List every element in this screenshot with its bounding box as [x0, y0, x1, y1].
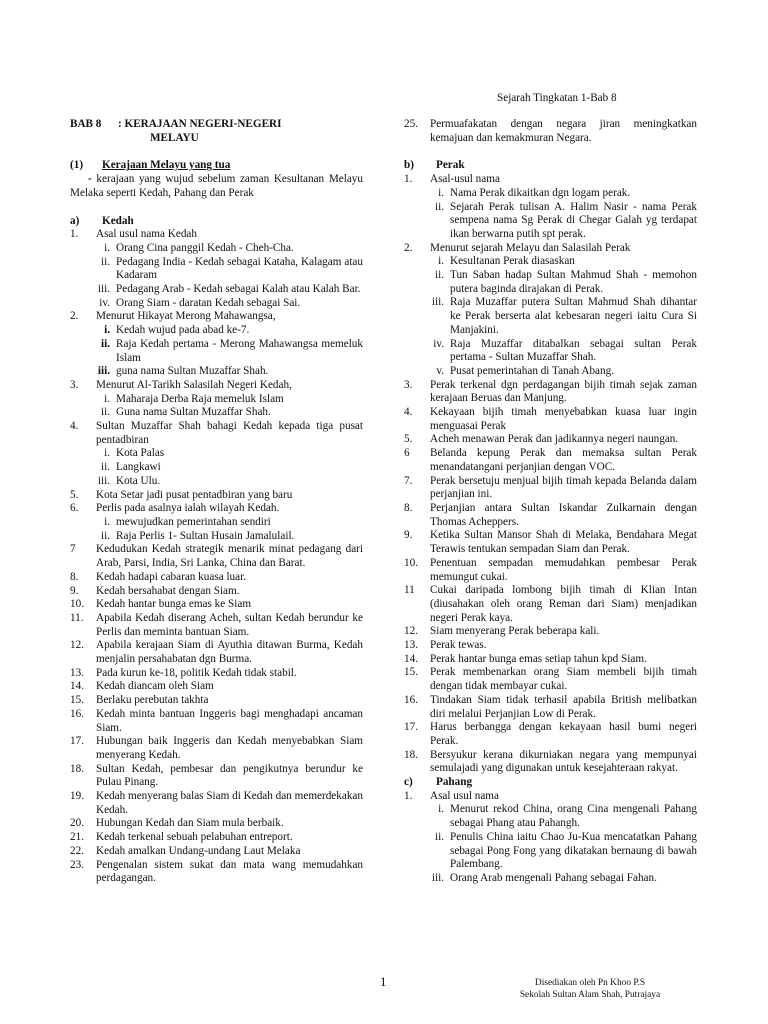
item-number: 9.: [404, 529, 413, 542]
sub-item-number: ii.: [100, 461, 110, 474]
item-text: Perak tewas.: [430, 639, 487, 652]
list-item: [70, 639, 363, 666]
list-item: [404, 447, 697, 474]
item-number: 8.: [70, 570, 79, 583]
item-text: Menurut Al-Tarikh Salasilah Negeri Kedah,: [96, 378, 292, 391]
item-text: Penentuan sempadan memudahkan pembesar Perak memungut cukai.: [430, 556, 697, 583]
item-number: 14.: [404, 652, 418, 665]
section-label: c): [404, 776, 413, 789]
item-number: 14.: [70, 680, 84, 693]
item-text: Sultan Kedah, pembesar dan pengikutnya berundur ke Pulau Pinang.: [96, 762, 363, 789]
section-heading: Pahang: [436, 776, 473, 789]
sub-item: [70, 475, 363, 489]
chapter-name-line1: : KERAJAAN NEGERI-NEGERI: [118, 118, 282, 130]
kedah-list: [70, 228, 363, 886]
item-number: 13.: [404, 639, 418, 652]
list-item: [404, 749, 697, 776]
item-number: 6: [404, 447, 410, 460]
item-text: Perak hantar bunga emas setiap tahun kpd Siam.: [430, 652, 647, 665]
list-item: [404, 557, 697, 584]
list-item: [404, 666, 697, 693]
sub-item-text: Sejarah Perak tulisan A. Halim Nasir - nama Perak sempena nama Sg Perak di Chegar Galah yg terdapat ikan berwarna putih spt perak.: [450, 200, 697, 240]
list-item: [404, 475, 697, 502]
item-text: Siam menyerang Perak beberapa kali.: [430, 625, 600, 638]
sub-item: [404, 803, 697, 830]
list-item: [404, 625, 697, 639]
item-text: Kedah menyerang balas Siam di Kedah dan memerdekakan Kedah.: [96, 790, 363, 816]
sub-item-text: guna nama Sultan Muzaffar Shah.: [116, 365, 269, 378]
chapter-name-line2: MELAYU: [150, 131, 199, 144]
page-number: 1: [380, 974, 387, 989]
item-number: 4.: [70, 420, 79, 433]
sub-item: [70, 338, 363, 365]
sub-item-text: Orang Cina panggil Kedah - Cheh-Cha.: [116, 241, 294, 254]
perak-list: [404, 173, 697, 776]
sub-item: [404, 255, 697, 269]
sub-item-number: ii.: [434, 830, 444, 843]
list-item: [70, 612, 363, 639]
item-text: Bersyukur kerana dikurniakan negara yang mempunyai semulajadi yang digunakan untuk kesejahteraan rakyat.: [430, 748, 697, 775]
sub-item-text: Menurut rekod China, orang Cina mengenali Pahang sebagai Phang atau Pahangh.: [450, 803, 697, 830]
item-text: Menurut sejarah Melayu dan Salasilah Perak: [430, 241, 631, 254]
sub-item-number: iii.: [431, 871, 444, 884]
list-item: [404, 379, 697, 406]
sub-item-number: ii.: [434, 200, 444, 213]
sub-item: [70, 461, 363, 475]
item-text: Tindakan Siam tidak terhasil apabila British melibatkan diri melalui Perjanjian Low di Perak.: [430, 693, 697, 720]
sub-item-text: Kota Palas: [116, 447, 165, 460]
sub-item-number: iii.: [97, 283, 110, 296]
section-pahang: [404, 776, 697, 886]
item-number: 11.: [70, 611, 84, 624]
list-item: [404, 502, 697, 529]
item-text: Ketika Sultan Mansor Shah di Melaka, Bendahara Megat Terawis tentukan sempadan Siam dan Perak.: [430, 529, 697, 556]
sub-item-number: iv.: [433, 337, 444, 350]
item-text: Kedah diancam oleh Siam: [96, 680, 214, 693]
sub-item: [70, 365, 363, 379]
item-number: 2.: [404, 241, 413, 254]
list-item: [70, 694, 363, 708]
item-text: Pengenalan sistem sukat dan mata wang memudahkan perdagangan.: [96, 858, 363, 885]
sub-item-number: i.: [438, 803, 444, 816]
list-item: [404, 694, 697, 721]
item-text: Belanda kepung Perak dan memaksa sultan Perak menandatangani perjanjian dengan VOC.: [430, 447, 697, 473]
item-text: Kedah bersahabat dengan Siam.: [96, 584, 240, 597]
list-item: [404, 242, 697, 256]
list-item: [70, 763, 363, 790]
list-item: [70, 598, 363, 612]
footer-credit-school: Sekolah Sultan Alam Shah, Putrajaya: [519, 990, 661, 1000]
item-number: 4.: [404, 406, 413, 419]
item-text: Acheh menawan Perak dan jadikannya negeri naungan.: [430, 433, 679, 446]
item-number: 15.: [70, 694, 84, 707]
item-text: Perak terkenal dgn perdagangan bijih timah sejak zaman kerajaan Beruas dan Manjung.: [430, 378, 697, 405]
section-perak: [404, 159, 697, 776]
sub-item: [70, 242, 363, 256]
sub-item: [404, 269, 697, 296]
sub-item-text: Guna nama Sultan Muzaffar Shah.: [116, 406, 271, 419]
sub-item-number: ii.: [100, 529, 110, 542]
item-number: 1.: [404, 789, 413, 802]
list-item: [404, 406, 697, 433]
item-text: Asal usul nama Kedah: [96, 228, 197, 241]
sub-item: [404, 831, 697, 872]
left-column: [70, 118, 363, 886]
list-item: [70, 790, 363, 817]
item-number: 22.: [70, 844, 84, 857]
item-text: Apabila kerajaan Siam di Ayuthia ditawan Burma, Kedah menjalin persahabatan dgn Burma.: [96, 639, 363, 666]
list-item: [70, 708, 363, 735]
sub-item-number: i.: [104, 515, 110, 528]
item-text: Perjanjian antara Sultan Iskandar Zulkarnain dengan Thomas Acheppers.: [430, 501, 697, 528]
sub-item: [70, 447, 363, 461]
item-number: 23.: [70, 858, 84, 871]
sub-item-text: Orang Siam - daratan Kedah sebagai Sai.: [116, 296, 301, 309]
item-number: 8.: [404, 501, 413, 514]
item-text: Perak membenarkan orang Siam membeli bijih timah dengan tidak membayar cukai.: [430, 666, 697, 693]
right-column: [404, 118, 697, 886]
item-text: Cukai daripada lombong bijih timah di Klian Intan (diusahakan oleh orang Reman dari Siam) menjadikan negeri Perak kaya.: [430, 584, 697, 624]
sub-item-number: i.: [438, 186, 444, 199]
list-item: [404, 639, 697, 653]
page-header: Sejarah Tingkatan 1-Bab 8: [497, 92, 617, 104]
item-number: 21.: [70, 831, 84, 844]
sub-item: [404, 201, 697, 242]
item-number: 3.: [70, 378, 79, 391]
sub-item-number: ii.: [100, 255, 110, 268]
sub-item-number: i.: [104, 447, 110, 460]
sub-item-text: Raja Kedah pertama - Merong Mahawangsa memeluk Islam: [116, 337, 363, 364]
sub-item: [70, 324, 363, 338]
sub-item-number: iii.: [431, 296, 444, 309]
item-text: Permuafakatan dengan negara jiran meningkatkan kemajuan dan kemakmuran Negara.: [430, 118, 697, 144]
item-number: 15.: [404, 666, 418, 679]
sub-item-text: mewujudkan pemerintahan sendiri: [116, 515, 271, 528]
sub-item-text: Kesultanan Perak diasaskan: [450, 255, 575, 268]
sub-item-text: Raja Muzaffar putera Sultan Mahmud Shah dihantar ke Perak berserta alat kebesaran negeri iaitu Cura Si Manjakini.: [450, 296, 697, 336]
list-item: [70, 817, 363, 831]
sub-item-text: Raja Muzaffar ditabalkan sebagai sultan Perak pertama - Sultan Muzaffar Shah.: [450, 337, 697, 364]
item-text: Asal-usul nama: [430, 173, 500, 186]
list-item: [70, 585, 363, 599]
sub-item-text: Langkawi: [116, 461, 161, 474]
item-number: 1.: [404, 173, 413, 186]
sub-item: [404, 338, 697, 365]
list-item: [70, 379, 363, 393]
list-item: [70, 735, 363, 762]
item-number: 25.: [404, 118, 418, 130]
sub-item-text: Nama Perak dikaitkan dgn logam perak.: [450, 186, 631, 199]
list-item: [404, 653, 697, 667]
list-item: [70, 489, 363, 503]
item-number: 11: [404, 584, 415, 597]
sub-item-number: ii.: [434, 269, 444, 282]
item-number: 17.: [404, 721, 418, 734]
sub-item-number: ii.: [100, 406, 110, 419]
item-number: 9.: [70, 584, 79, 597]
sub-item-text: Maharaja Derba Raja memeluk Islam: [116, 392, 284, 405]
sub-item-number: i.: [104, 324, 110, 337]
sub-item: [404, 296, 697, 337]
list-item: [404, 790, 697, 804]
sub-item-text: Kedah wujud pada abad ke-7.: [116, 324, 250, 337]
sub-item: [404, 872, 697, 886]
item-number: 16.: [404, 693, 418, 706]
sub-item: [70, 283, 363, 297]
item-text: Kota Setar jadi pusat pentadbiran yang baru: [96, 488, 293, 501]
item-number: 13.: [70, 666, 84, 679]
footer-credit: [470, 977, 710, 1001]
sub-item-number: ii.: [100, 337, 110, 350]
list-item: [404, 433, 697, 447]
list-item: [404, 529, 697, 556]
list-item: [70, 310, 363, 324]
pahang-list: [404, 790, 697, 886]
section-label: (1): [70, 159, 84, 172]
list-item: [404, 721, 697, 748]
list-item: [70, 831, 363, 845]
item-text: Kekayaan bijih timah menyebabkan kuasa luar ingin menguasai Perak: [430, 406, 697, 432]
item-number: 10.: [70, 598, 84, 611]
item-number: 17.: [70, 735, 84, 748]
item-number: 16.: [70, 707, 84, 720]
item-text: Kedah minta bantuan Inggeris bagi menghadapi ancaman Siam.: [96, 707, 363, 734]
item-number: 20.: [70, 817, 84, 830]
item-number: 19.: [70, 790, 84, 803]
item-number: 6.: [70, 502, 79, 515]
item-text: Kedah hantar bunga emas ke Siam: [96, 598, 252, 611]
item-text: Kedah hadapi cabaran kuasa luar.: [96, 570, 247, 583]
sub-item: [404, 187, 697, 201]
sub-item: [70, 256, 363, 283]
list-item: [404, 584, 697, 625]
item-text: Apabila Kedah diserang Acheh, sultan Kedah berundur ke Perlis dan meminta bantuan Siam.: [96, 611, 363, 638]
item-text: Kedah amalkan Undang-undang Laut Melaka: [96, 844, 301, 857]
item-text: Asal usul nama: [430, 789, 499, 802]
sub-item-number: i.: [104, 241, 110, 254]
item-text: Harus berbangga dengan kekayaan hasil bumi negeri Perak.: [430, 721, 697, 747]
section-label: b): [404, 159, 414, 172]
chapter-title: [70, 118, 363, 145]
sub-item-text: Pusat pemerintahan di Tanah Abang.: [450, 364, 614, 377]
sub-item-text: Pedagang Arab - Kedah sebagai Kalah atau Kalah Bar.: [116, 283, 361, 296]
list-item: [404, 118, 697, 145]
item-text: Menurut Hikayat Merong Mahawangsa,: [96, 310, 276, 323]
list-item: [404, 173, 697, 187]
sub-item-text: Penulis China iaitu Chao Ju-Kua mencatatkan Pahang sebagai Pong Fong yang dikatakan bernaung di bawah Palembang.: [450, 830, 697, 871]
section-kerajaan-melayu-tua: [70, 159, 363, 200]
list-item: [70, 571, 363, 585]
section-heading: Kedah: [102, 214, 134, 227]
item-text: Hubungan baik Inggeris dan Kedah menyebabkan Siam menyerang Kedah.: [96, 735, 363, 761]
sub-item: [70, 297, 363, 311]
item-number: 2.: [70, 310, 79, 323]
sub-item-number: iii.: [97, 365, 110, 378]
sub-item-number: i.: [104, 392, 110, 405]
item-text: Sultan Muzaffar Shah bahagi Kedah kepada tiga pusat pentadbiran: [96, 420, 363, 446]
sub-item-text: Raja Perlis 1- Sultan Husain Jamalulail.: [116, 529, 295, 542]
sub-item-text: Kota Ulu.: [116, 474, 161, 487]
list-item: [70, 680, 363, 694]
sub-item: [404, 365, 697, 379]
sub-item-number: iv.: [99, 296, 110, 309]
sub-item-number: iii.: [97, 474, 110, 487]
item-number: 3.: [404, 378, 413, 391]
item-text: Pada kurun ke-18, politik Kedah tidak stabil.: [96, 666, 297, 679]
item-number: 5.: [70, 488, 79, 501]
item-number: 18.: [404, 748, 418, 761]
chapter-number: BAB 8: [70, 118, 102, 130]
item-text: Perlis pada asalnya ialah wilayah Kedah.: [96, 502, 280, 515]
item-number: 5.: [404, 433, 413, 446]
list-item: [70, 502, 363, 516]
sub-item-number: v.: [436, 364, 444, 377]
item-text: Berlaku perebutan takhta: [96, 694, 209, 707]
section-heading: Kerajaan Melayu yang tua: [102, 159, 231, 172]
section-intro: - kerajaan yang wujud sebelum zaman Kesultanan Melayu Melaka seperti Kedah, Pahang dan Perak: [70, 173, 363, 199]
list-item: [70, 667, 363, 681]
item-number: 1.: [70, 228, 79, 241]
sub-item-text: Orang Arab mengenali Pahang sebagai Fahan.: [450, 871, 657, 884]
item-number: 18.: [70, 762, 84, 775]
footer-credit-author: Disediakan oleh Pn Khoo P.S: [534, 978, 646, 988]
sub-item-text: Pedagang India - Kedah sebagai Kataha, Kalagam atau Kadaram: [116, 255, 363, 282]
item-text: Kedudukan Kedah strategik menarik minat pedagang dari Arab, Parsi, India, Sri Lanka, China dan Barat.: [96, 543, 363, 570]
sub-item: [70, 516, 363, 530]
item-number: 10.: [404, 556, 418, 569]
sub-item-text: Tun Saban hadap Sultan Mahmud Shah - memohon putera baginda dirajakan di Perak.: [450, 269, 697, 295]
sub-item: [70, 530, 363, 544]
item-text: Hubungan Kedah dan Siam mula berbaik.: [96, 817, 284, 830]
item-number: 7.: [404, 474, 413, 487]
item-number: 12.: [404, 625, 418, 638]
sub-item: [70, 393, 363, 407]
section-heading: Perak: [436, 159, 465, 172]
list-item: [70, 420, 363, 447]
section-label: a): [70, 214, 80, 227]
section-kedah: [70, 215, 363, 886]
item-text: Perak bersetuju menjual bijih timah kepada Belanda dalam perjanjian ini.: [430, 474, 697, 501]
sub-item-number: i.: [438, 255, 444, 268]
list-item: [70, 859, 363, 886]
sub-item: [70, 406, 363, 420]
list-item: [70, 543, 363, 570]
item-number: 12.: [70, 639, 84, 652]
item-text: Kedah terkenal sebuah pelabuhan entreport.: [96, 831, 293, 844]
item-number: 7: [70, 543, 76, 556]
list-item: [70, 228, 363, 242]
list-item: [70, 845, 363, 859]
